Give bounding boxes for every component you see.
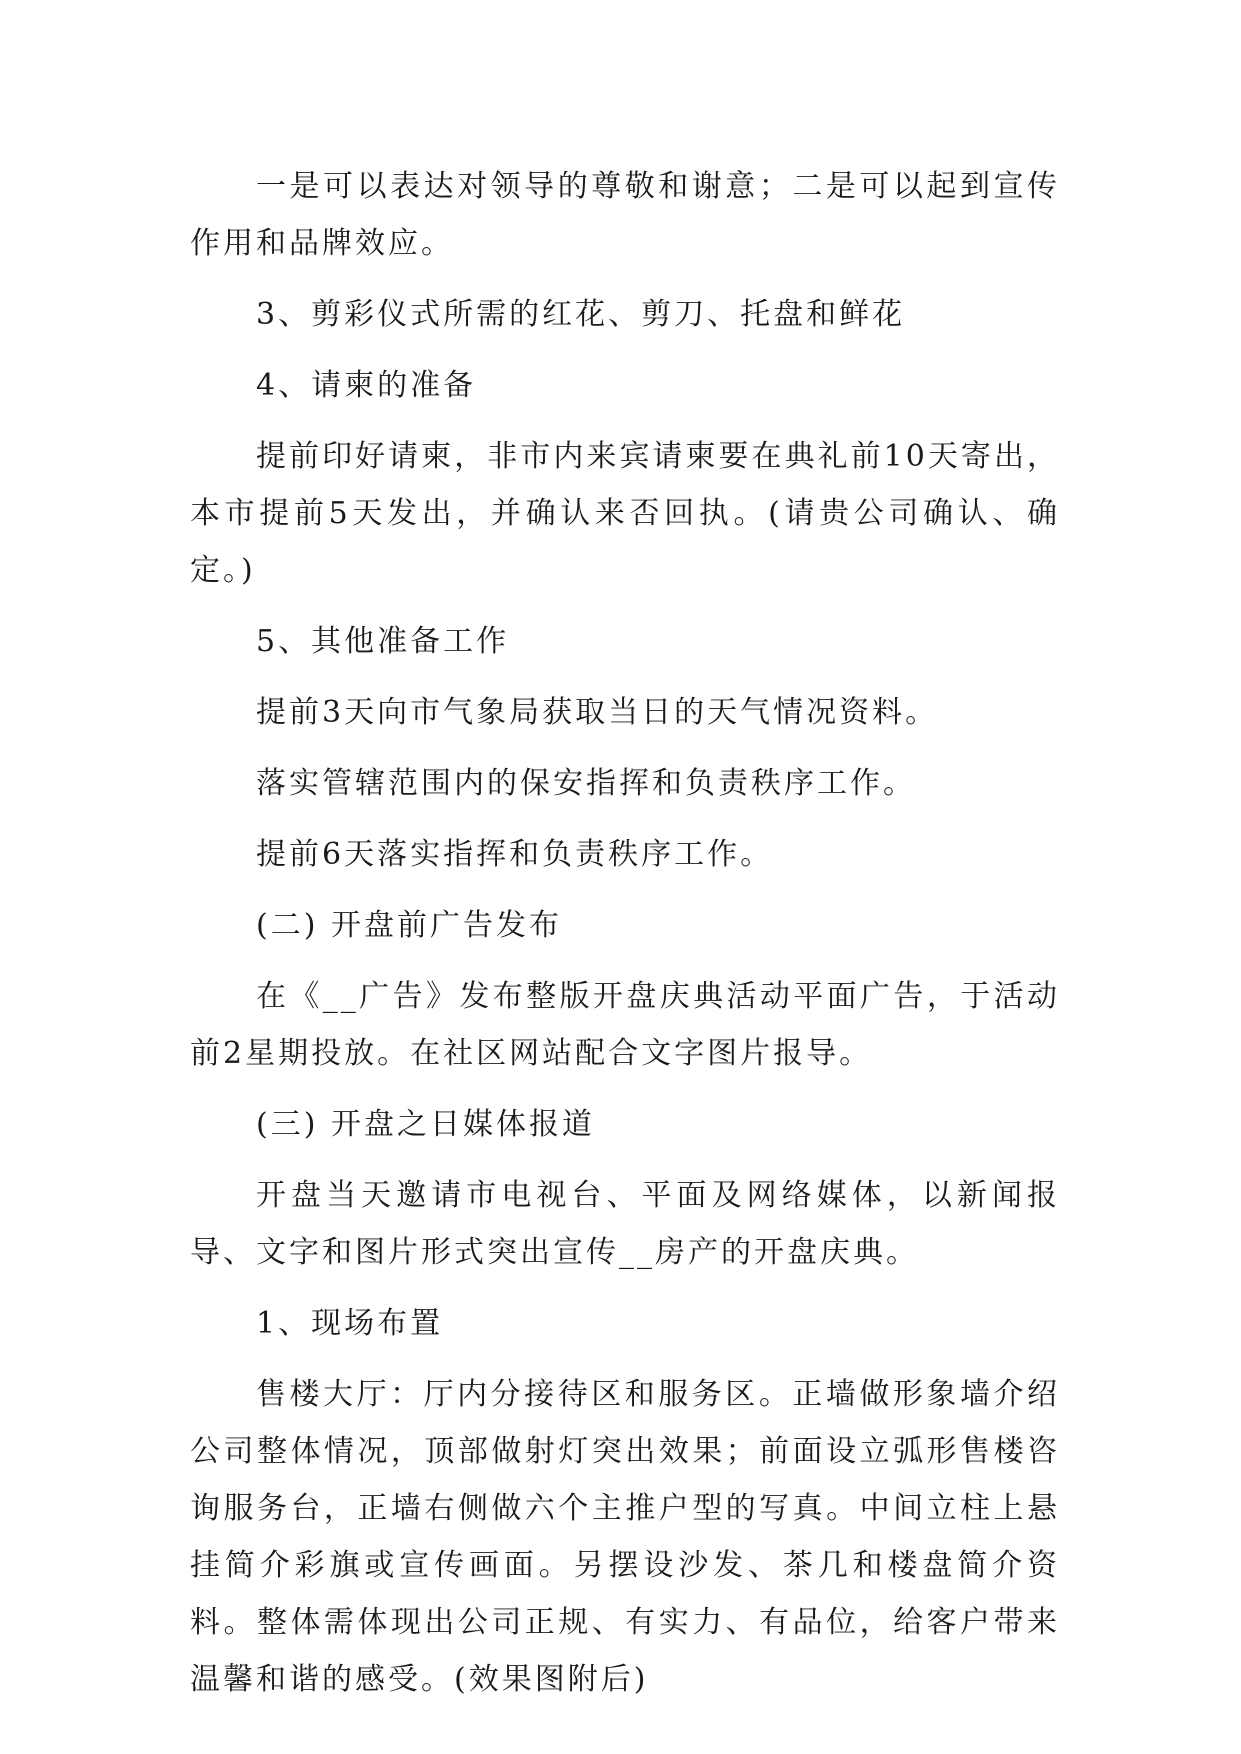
paragraph-14: 售楼大厅：厅内分接待区和服务区。正墙做形象墙介绍公司整体情况，顶部做射灯突出效果；前面设立弧形售楼咨询服务台，正墙右侧做六个主推户型的写真。中间立柱上悬挂简介彩旗或宣传画面。另摆设沙发、茶几和楼盘简介资料。整体需体现出公司正规、有实力、有品位，给客户带来温馨和谐的感受。(效果图附后) [190, 1377, 1060, 1697]
paragraph-1: 一是可以表达对领导的尊敬和谢意；二是可以起到宣传作用和品牌效应。 [190, 169, 1060, 261]
paragraph-11: (三) 开盘之日媒体报道 [256, 1107, 595, 1142]
paragraph-4: 提前印好请柬，非市内来宾请柬要在典礼前10天寄出，本市提前5天发出，并确认来否回执。(请贵公司确认、确定。) [190, 439, 1060, 588]
paragraph-2: 3、剪彩仪式所需的红花、剪刀、托盘和鲜花 [256, 297, 906, 332]
paragraph-7: 落实管辖范围内的保安指挥和负责秩序工作。 [256, 766, 916, 801]
paragraph-6: 提前3天向市气象局获取当日的天气情况资料。 [256, 695, 939, 730]
paragraph-12: 开盘当天邀请市电视台、平面及网络媒体，以新闻报导、文字和图片形式突出宣传__房产的开盘庆典。 [190, 1178, 1060, 1270]
paragraph-13: 1、现场布置 [256, 1306, 444, 1341]
paragraph-3: 4、请柬的准备 [256, 368, 477, 403]
paragraph-10: 在《__广告》发布整版开盘庆典活动平面广告，于活动前2星期投放。在社区网站配合文字图片报导。 [190, 979, 1060, 1071]
paragraph-8: 提前6天落实指挥和负责秩序工作。 [256, 837, 774, 872]
document-page [190, 158, 1060, 1722]
paragraph-5: 5、其他准备工作 [256, 624, 510, 659]
paragraph-9: (二) 开盘前广告发布 [256, 908, 562, 943]
